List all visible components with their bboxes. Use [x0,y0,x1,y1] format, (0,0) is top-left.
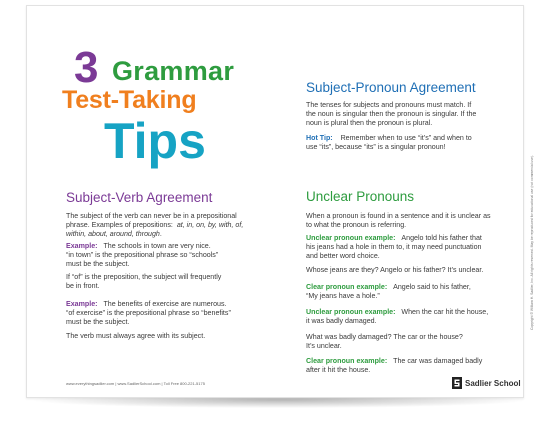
text-line: “in town” is the prepositional phrase so “schools” [66,251,219,260]
text-span: The benefits of exercise are numerous. [103,300,227,308]
unclear-question-1: Whose jeans are they? Angelo or his father? It’s unclear. [306,266,484,274]
example-label: Example: [66,300,98,308]
text-line: his jeans had a hole in them to, it may need punctuation [306,243,482,252]
unclear-question-2 [306,333,518,351]
subject-pronoun-text [306,101,516,129]
text-line [66,230,281,239]
text-line: The tenses for subjects and pronouns must match. If [306,101,472,109]
text-line: If “of” is the preposition, the subject will frequently [66,273,222,281]
text-line: must be the subject. [66,260,130,269]
text-line: and better word choice. [306,252,380,261]
unclear-example-1 [306,234,518,262]
text-line: What was badly damaged? The car or the house? [306,333,463,341]
text-line: noun is plural then the pronoun is plural. [306,119,433,128]
text-span: The car was damaged badly [393,357,483,365]
unclear-intro [306,212,518,230]
text-line: It’s unclear. [306,342,342,351]
subject-verb-note [66,273,281,291]
text-line: “of exercise” is the prepositional phrase so “benefits” [66,309,231,318]
text-line [66,221,281,230]
copyright-notice: Copyright © William H. Sadlier, Inc. All rights reserved. May be reproduced for educational use (not commercial use). [530,155,534,330]
text-line: must be the subject. [66,318,130,327]
text-line: after it hit the house. [306,366,371,375]
sadlier-book-icon [452,377,462,389]
text-line [306,308,518,317]
text-span: Angelo said to his father, [393,283,471,291]
example-label: Unclear pronoun example: [306,234,396,242]
text-line: The subject of the verb can never be in a prepositional [66,212,237,220]
footer-website: www.everythingsadlier.com | www.SadlierSchool.com | Toll Free 800-221-5175 [66,381,205,386]
hot-tip [306,134,516,152]
hot-tip-label: Hot Tip: [306,134,333,142]
unclear-pronouns-heading: Unclear Pronouns [306,189,415,204]
text-span: phrase. Examples of prepositions: [66,221,173,230]
prepositions-list: within, about, around, through [66,230,160,239]
text-line: be in front. [66,282,100,291]
text-line [306,357,518,366]
example-label: Unclear pronoun example: [306,308,396,316]
subject-verb-example-2 [66,300,281,328]
text-line: it was badly damaged. [306,317,377,326]
sadlier-logo [452,377,521,389]
text-span: Angelo told his father that [401,234,482,242]
text-span: The schools in town are very nice. [103,242,211,250]
text-line [66,242,281,251]
prepositions-list: at, in, on, by, with, of, [176,221,244,230]
text-line: use “its”, because “its” is a singular pronoun! [306,143,446,152]
subject-verb-example-1 [66,242,281,270]
subject-verb-heading: Subject-Verb Agreement [66,190,213,205]
subject-verb-intro [66,212,281,240]
text-line [306,234,518,243]
clear-example-1 [306,283,518,301]
title-number: 3 [74,43,99,92]
unclear-example-2 [306,308,518,326]
title-grammar: Grammar [112,56,235,86]
text-line: the noun is singular then the pronoun is singular. If the [306,110,477,119]
example-label: Clear pronoun example: [306,357,388,365]
subject-pronoun-heading: Subject-Pronoun Agreement [306,80,476,95]
text-span: Remember when to use “it’s” and when to [340,134,472,142]
text-span: When the car hit the house, [401,308,489,316]
text-span: . [159,230,162,239]
example-label: Clear pronoun example: [306,283,388,291]
text-line: to what the pronoun is referring. [306,221,407,230]
title-test-taking: Test-Taking [62,86,197,114]
text-line [306,134,516,143]
text-line: When a pronoun is found in a sentence and it is unclear as [306,212,491,220]
text-line [66,300,281,309]
text-line [306,283,518,292]
text-line: “My jeans have a hole.” [306,292,380,301]
title-tips: Tips [104,113,206,169]
clear-example-2 [306,357,518,375]
subject-verb-closing: The verb must always agree with its subject. [66,332,206,340]
sadlier-logo-text: Sadlier School [465,378,521,388]
example-label: Example: [66,242,98,250]
